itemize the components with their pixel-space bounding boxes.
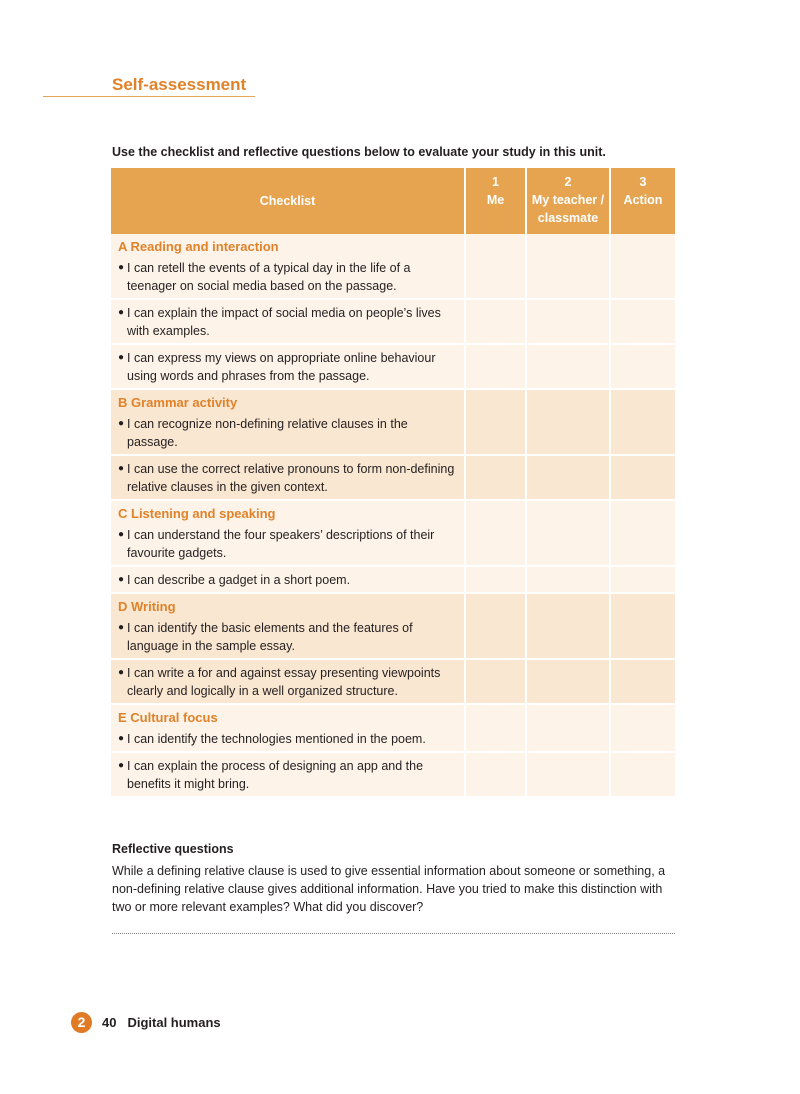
checklist-cell bbox=[111, 299, 465, 344]
checklist-header: Checklist bbox=[111, 168, 465, 234]
title-underline bbox=[43, 96, 255, 97]
teacher-cell[interactable] bbox=[526, 234, 610, 299]
me-cell[interactable] bbox=[465, 704, 526, 752]
checklist-item: I can identify the technologies mentioned in the poem. bbox=[127, 732, 426, 746]
bullet-icon: ● bbox=[118, 622, 125, 633]
action-cell[interactable] bbox=[610, 566, 675, 593]
checklist-item: I can write a for and against essay presenting viewpoints clearly and logically in a well organized structure. bbox=[127, 666, 441, 698]
action-cell[interactable] bbox=[610, 500, 675, 566]
teacher-cell[interactable] bbox=[526, 389, 610, 455]
reflective-questions-text: While a defining relative clause is used to give essential information about someone or something, a non-defining relative clause gives additional information. Have you tried to make this distinction with two or more relevant examples? What did you discover? bbox=[112, 864, 666, 914]
bullet-icon: ● bbox=[118, 262, 125, 273]
table-row bbox=[111, 299, 675, 344]
checklist-cell bbox=[111, 752, 465, 797]
bullet-icon: ● bbox=[118, 463, 125, 474]
action-column-number: 3 bbox=[639, 175, 647, 189]
action-cell[interactable] bbox=[610, 659, 675, 704]
teacher-cell[interactable] bbox=[526, 455, 610, 500]
section-label: B Grammar activity bbox=[118, 395, 238, 410]
section-label: C Listening and speaking bbox=[118, 506, 276, 521]
section-label: E Cultural focus bbox=[118, 710, 218, 725]
checklist-item: I can explain the process of designing an app and the benefits it might bring. bbox=[127, 759, 424, 791]
me-cell[interactable] bbox=[465, 566, 526, 593]
action-cell[interactable] bbox=[610, 752, 675, 797]
checklist-cell bbox=[111, 455, 465, 500]
me-column-header bbox=[465, 168, 526, 234]
teacher-column-header bbox=[526, 168, 610, 234]
table-row bbox=[111, 389, 675, 455]
bullet-icon: ● bbox=[118, 667, 125, 678]
teacher-cell[interactable] bbox=[526, 299, 610, 344]
answer-line bbox=[112, 933, 675, 934]
checklist-cell bbox=[111, 659, 465, 704]
section-label: D Writing bbox=[118, 599, 176, 614]
checklist-table bbox=[111, 168, 675, 798]
teacher-column-number: 2 bbox=[564, 175, 572, 189]
action-cell[interactable] bbox=[610, 234, 675, 299]
section-label: A Reading and interaction bbox=[118, 239, 279, 254]
checklist-cell bbox=[111, 704, 465, 752]
checklist-cell bbox=[111, 389, 465, 455]
me-cell[interactable] bbox=[465, 500, 526, 566]
teacher-cell[interactable] bbox=[526, 566, 610, 593]
me-cell[interactable] bbox=[465, 299, 526, 344]
me-cell[interactable] bbox=[465, 593, 526, 659]
me-cell[interactable] bbox=[465, 659, 526, 704]
bullet-icon: ● bbox=[118, 529, 125, 540]
table-row bbox=[111, 344, 675, 389]
bullet-icon: ● bbox=[118, 352, 125, 363]
bullet-icon: ● bbox=[118, 574, 125, 585]
checklist-item: I can retell the events of a typical day in the life of a teenager on social media based on the passage. bbox=[127, 261, 411, 293]
action-cell[interactable] bbox=[610, 299, 675, 344]
checklist-cell bbox=[111, 566, 465, 593]
checklist-cell bbox=[111, 593, 465, 659]
action-cell[interactable] bbox=[610, 593, 675, 659]
teacher-cell[interactable] bbox=[526, 500, 610, 566]
unit-number-badge: 2 bbox=[71, 1012, 92, 1033]
table-row bbox=[111, 704, 675, 752]
table-row bbox=[111, 566, 675, 593]
me-cell[interactable] bbox=[465, 234, 526, 299]
instruction-text: Use the checklist and reflective questions below to evaluate your study in this unit. bbox=[112, 145, 606, 159]
action-cell[interactable] bbox=[610, 344, 675, 389]
checklist-cell bbox=[111, 500, 465, 566]
bullet-icon: ● bbox=[118, 307, 125, 318]
action-cell[interactable] bbox=[610, 704, 675, 752]
action-column-header bbox=[610, 168, 675, 234]
teacher-cell[interactable] bbox=[526, 593, 610, 659]
teacher-cell[interactable] bbox=[526, 704, 610, 752]
checklist-item: I can describe a gadget in a short poem. bbox=[127, 573, 351, 587]
checklist-item: I can explain the impact of social media on people’s lives with examples. bbox=[127, 306, 441, 338]
teacher-column-label: My teacher / classmate bbox=[531, 193, 605, 225]
reflective-questions-heading: Reflective questions bbox=[112, 842, 234, 856]
me-cell[interactable] bbox=[465, 344, 526, 389]
me-column-label: Me bbox=[486, 193, 505, 207]
action-column-label: Action bbox=[623, 193, 663, 207]
checklist-item: I can understand the four speakers’ descriptions of their favourite gadgets. bbox=[127, 528, 435, 560]
page-number: 40 bbox=[102, 1014, 117, 1030]
checklist-item: I can identify the basic elements and the features of language in the sample essay. bbox=[127, 621, 413, 653]
table-row bbox=[111, 455, 675, 500]
page-footer bbox=[71, 1010, 221, 1034]
checklist-item: I can use the correct relative pronouns to form non-defining relative clauses in the given context. bbox=[127, 462, 455, 494]
teacher-cell[interactable] bbox=[526, 344, 610, 389]
action-cell[interactable] bbox=[610, 389, 675, 455]
table-header-row bbox=[111, 168, 675, 234]
unit-title: Digital humans bbox=[127, 1014, 221, 1030]
table-row bbox=[111, 593, 675, 659]
checklist-cell bbox=[111, 344, 465, 389]
table-row bbox=[111, 659, 675, 704]
bullet-icon: ● bbox=[118, 418, 125, 429]
action-cell[interactable] bbox=[610, 455, 675, 500]
bullet-icon: ● bbox=[118, 760, 125, 771]
teacher-cell[interactable] bbox=[526, 659, 610, 704]
page-title: Self-assessment bbox=[112, 75, 247, 94]
me-cell[interactable] bbox=[465, 455, 526, 500]
checklist-item: I can express my views on appropriate online behaviour using words and phrases from the passage. bbox=[127, 351, 436, 383]
teacher-cell[interactable] bbox=[526, 752, 610, 797]
checklist-cell bbox=[111, 234, 465, 299]
checklist-item: I can recognize non-defining relative clauses in the passage. bbox=[127, 417, 408, 449]
me-column-number: 1 bbox=[492, 175, 499, 189]
bullet-icon: ● bbox=[118, 733, 125, 744]
table-row bbox=[111, 752, 675, 797]
table-row bbox=[111, 500, 675, 566]
table-row bbox=[111, 234, 675, 299]
me-cell[interactable] bbox=[465, 752, 526, 797]
me-cell[interactable] bbox=[465, 389, 526, 455]
